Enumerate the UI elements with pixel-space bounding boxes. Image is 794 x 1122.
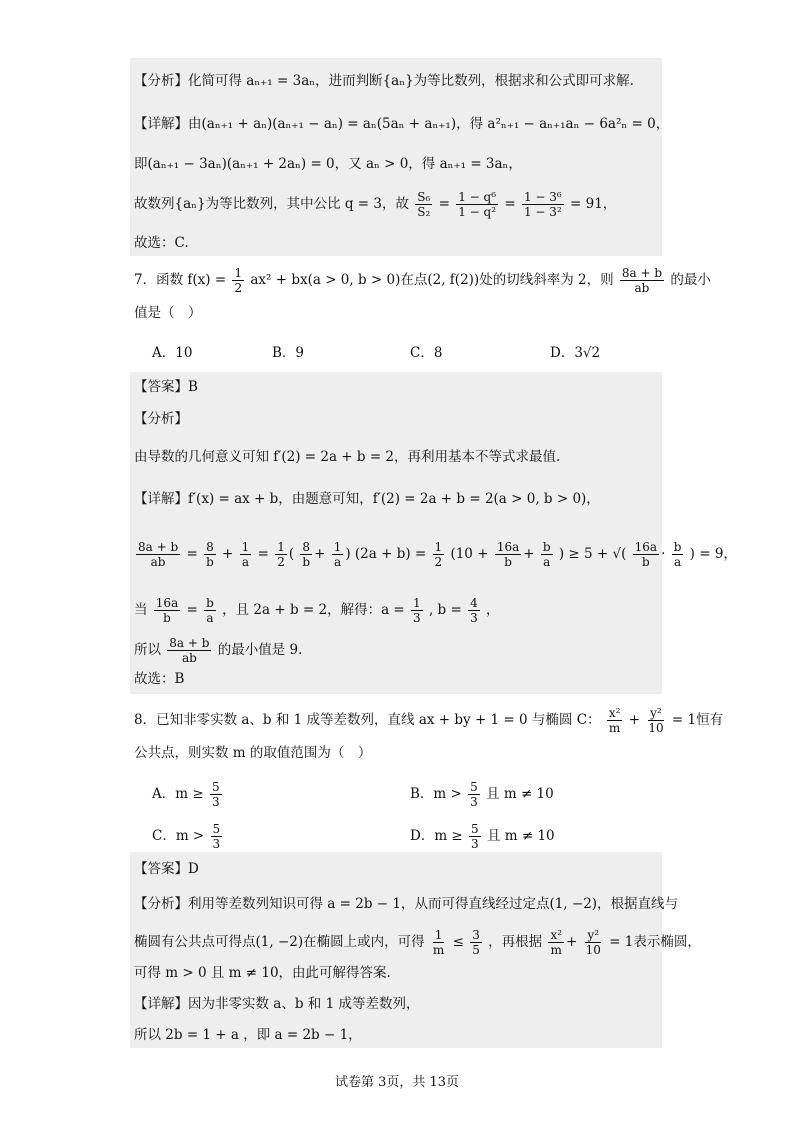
q7-option-c: C．8 [410, 345, 443, 361]
q7-detail-4: 所以 $\frac{8a + b}{ab}$ 的最小值是 9. [134, 636, 303, 665]
q8-detail-1: 【详解】因为非零实数 a、b 和 1 成等差数列， [134, 996, 420, 1012]
q7-answer: 【答案】B [134, 379, 198, 395]
q7-detail-2: $\frac{8a + b}{ab}$ = $\frac{8}{b}$ + $\frac{1}{a}$ = $\frac{1}{2}$ ( $\frac{8}{b}$ + $\frac{1}{a}$ ) (2a + b) = $\frac{1}{2}$ (10 + $\frac{16a}{b}$ + $\frac{b}{a}$ ) ≥ 5 + √( $\frac{16a}{b}$ · $\frac{b}{a}$ ) = 9， [138, 540, 737, 569]
q7-stem-2: 值是（ ） [134, 305, 202, 321]
q6-choice: 故选：C. [134, 235, 189, 251]
q6-analysis: 【分析】化简可得 aₙ₊₁ = 3aₙ，进而判断{aₙ}为等比数列，根据求和公式即可求解. [134, 73, 634, 89]
q6-detail-2: 即(aₙ₊₁ − 3aₙ)(aₙ₊₁ + 2aₙ) = 0，又 aₙ > 0，得 aₙ₊₁ = 3aₙ， [134, 156, 522, 172]
q8-stem-2: 公共点，则实数 m 的取值范围为（ ） [134, 745, 372, 761]
q7-option-a: A．10 [152, 345, 193, 361]
q7-option-d: D．3√2 [550, 345, 601, 361]
q6-detail-1: 【详解】由(aₙ₊₁ + aₙ)(aₙ₊₁ − aₙ) = aₙ(5aₙ + aₙ₊₁)，得 a²ₙ₊₁ − aₙ₊₁aₙ − 6a²ₙ = 0， [134, 116, 670, 132]
page-footer: 试卷第 3页，共 13页 [334, 1075, 460, 1090]
q8-option-b: B．m > $\frac{5}{3}$ 且 m ≠ 10 [410, 780, 554, 809]
q7-option-b: B．9 [272, 345, 305, 361]
q8-option-d: D．m ≥ $\frac{5}{3}$ 且 m ≠ 10 [410, 822, 555, 851]
q8-stem-1: 8．已知非零实数 a、b 和 1 成等差数列，直线 ax + by + 1 = 0 与椭圆 C： $\frac{\text{x²}}{m}$ + $\frac{\text{y²}}{10}$ = 1恒有 [134, 706, 724, 735]
q8-option-c: C．m > $\frac{5}{3}$ [152, 822, 221, 851]
q8-detail-2: 所以 2b = 1 + a ，即 a = 2b − 1， [134, 1027, 362, 1043]
q8-answer: 【答案】D [134, 861, 199, 877]
q8-option-a: A．m ≥ $\frac{5}{3}$ [152, 780, 220, 809]
q6-detail-3: 故数列{aₙ}为等比数列，其中公比 q = 3，故 $\frac{\text{S₆}}{\text{S₂}}$ = $\frac{\text{1 − q⁶}}{\text{1 − q²}}$ = $\frac{\text{1 − 3⁶}}{\text{1 − 3²}}$ = 91， [134, 190, 617, 219]
q7-detail-1: 【详解】f′(x) = ax + b，由题意可知，f′(2) = 2a + b = 2(a > 0, b > 0)， [134, 491, 600, 507]
q8-analysis-3: 可得 m > 0 且 m ≠ 10，由此可解得答案. [134, 965, 391, 981]
q8-analysis-2: 椭圆有公共点可得点(1, −2)在椭圆上或内，可得 $\frac{1}{m}$ ≤ $\frac{3}{5}$ ，再根据 $\frac{\text{x²}}{m}$ + $\frac{\text{y²}}{10}$ = 1表示椭圆， [134, 928, 701, 957]
q7-stem-1: 7．函数 f(x) = $\frac{1}{2}$ ax² + bx(a > 0, b > 0)在点(2, f(2))处的切线斜率为 2，则 $\frac{8a + b}{ab}$ 的最小 [134, 266, 711, 295]
q7-choice: 故选：B [134, 671, 185, 687]
q7-analysis-label: 【分析】 [134, 411, 188, 427]
q7-analysis: 由导数的几何意义可知 f′(2) = 2a + b = 2，再利用基本不等式求最值. [134, 449, 561, 465]
q8-analysis-1: 【分析】利用等差数列知识可得 a = 2b − 1，从而可得直线经过定点(1, −2)，根据直线与 [134, 896, 679, 912]
q7-detail-3: 当 $\frac{16a}{b}$ = $\frac{b}{a}$ ，且 2a + b = 2，解得：a = $\frac{1}{3}$ , b = $\frac{4}{3}$ ， [134, 596, 500, 625]
